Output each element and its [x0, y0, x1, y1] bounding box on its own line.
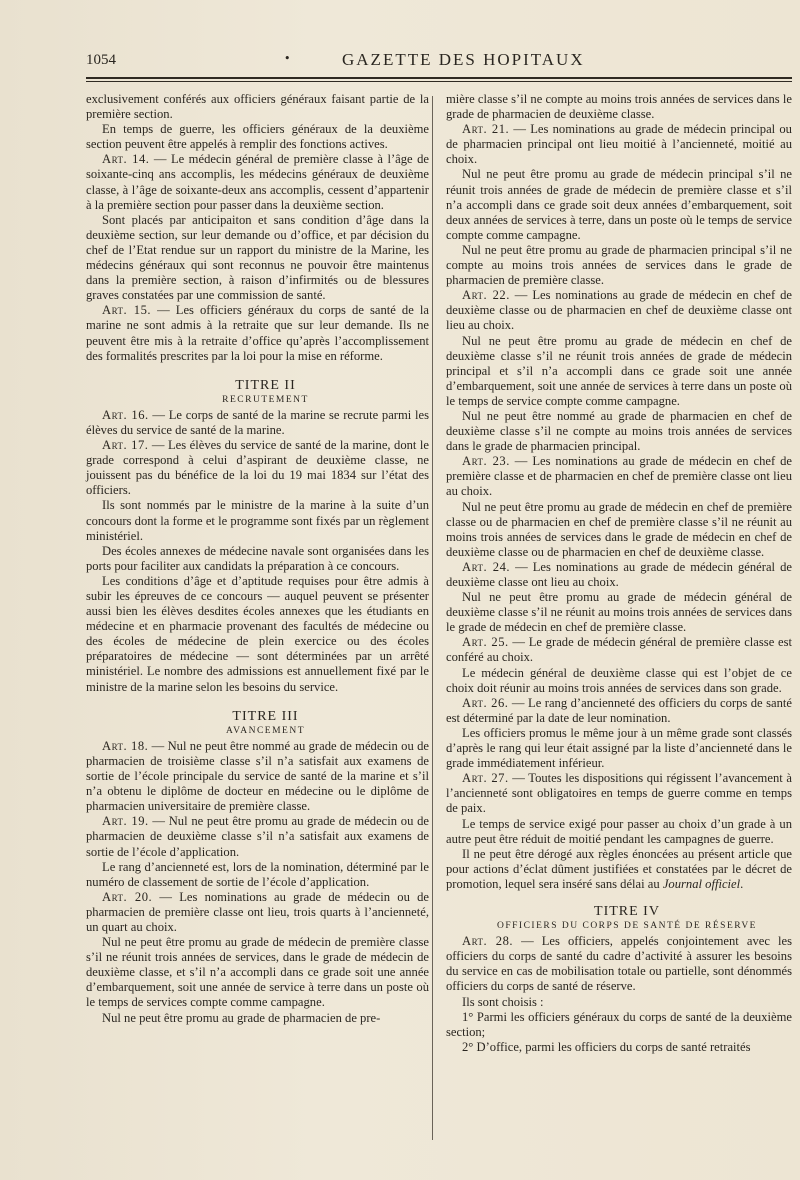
paragraph: 2° D’office, parmi les officiers du corps de santé retraités [462, 1039, 751, 1054]
header-rule-thin [86, 81, 792, 82]
article-text: — Les nominations au grade de médecin principal ou de pharmacien principal ont lieu moitié à l’ancienneté, moitié au choix. [446, 122, 792, 167]
paragraph: Sont placés par anticipaiton et sans condition d’âge dans la deuxième section, sur leur demande ou d’office, et par décision du chef de l’Etat rendue sur un rapport du ministre de la Marine, les médecins généraux qui sont reconnus ne pouvoir être maintenus dans la première section, à raison d’infirmités ou de blessures graves constatées par une commission de santé. [86, 212, 429, 303]
article-text: — Les nominations au grade de médecin ou de pharmacien de première classe ont lieu, trois quarts à l’ancienneté, un quart au choix. [86, 889, 429, 934]
article-label: Art. 26. [462, 695, 509, 710]
article-28 [446, 934, 792, 994]
paragraph [446, 847, 792, 892]
article-text: — Nul ne peut être nommé au grade de médecin ou de pharmacien de troisième classe s’il n’a satisfait aux examens de sortie de l’école principale du service de santé de la marine et s’il n’a obtenu le diplôme de docteur en médecine ou le diplôme de pharmacien universitaire de première classe. [86, 738, 429, 814]
paragraph: Nul ne peut être nommé au grade de pharmacien en chef de deuxième classe s’il ne compte au moins trois années de services dans le grade de pharmacien principal. [446, 408, 792, 454]
running-title: GAZETTE DES HOPITAUX [342, 50, 585, 69]
article-15 [86, 303, 429, 363]
section-heading-titre-2: TITRE II [235, 377, 296, 393]
paragraph: Nul ne peut être promu au grade de médecin de première classe s’il ne réunit trois années de services, dans le grade de médecin de deuxième classe, et s’il n’a accompli dans ce grade soit une année d’embarquement, soit une année de service à terre dans un poste où le temps de services compte comme campagne. [86, 935, 429, 1010]
paragraph-end: . [740, 876, 744, 891]
article-26 [446, 696, 792, 726]
article-16 [86, 408, 429, 438]
article-label: Art. 15. [102, 303, 152, 318]
article-label: Art. 14. [102, 152, 150, 167]
section-heading-titre-3: TITRE III [232, 708, 299, 724]
paragraph: Nul ne peut être promu au grade de pharmacien principal s’il ne compte au moins trois années de services dans le grade de pharmacien de première classe. [446, 242, 792, 288]
page-number: 1054 [86, 52, 116, 68]
article-text: — Le corps de santé de la marine se recrute parmi les élèves du service de santé de la marine. [86, 407, 429, 437]
article-text: — Les nominations au grade de médecin en chef de première classe et de pharmacien en chef de première classe ont lieu au choix. [446, 454, 792, 499]
article-label: Art. 19. [102, 814, 149, 829]
spacer [86, 364, 429, 378]
paragraph: Ils sont nommés par le ministre de la marine à la suite d’un concours dont la forme et le programme sont fixés par un règlement ministériel. [86, 498, 429, 543]
article-text: — Les nominations au grade de médecin général de deuxième classe ont lieu au choix. [446, 559, 792, 589]
paragraph: Le rang d’ancienneté est, lors de la nomination, déterminé par le numéro de classement de sortie de l’école d’application. [86, 859, 429, 889]
paragraph: Nul ne peut être promu au grade de médecin général de deuxième classe s’il ne réunit au moins trois années de services dans le grade de médecin en chef de première classe. [446, 590, 792, 635]
article-text: — Les nominations au grade de médecin en chef de deuxième classe ou de pharmacien en chef de deuxième classe ont lieu au choix. [446, 288, 792, 333]
article-label: Art. 28. [462, 934, 514, 949]
article-text: — Le médecin général de première classe à l’âge de soixante-cinq ans accomplis, les médecins généraux de deuxième classe, à l’âge de soixante-deux ans accomplis, cessent d’appartenir à la première section pour passer dans la deuxième section. [86, 152, 429, 212]
spacer [446, 892, 792, 904]
article-text: — Le rang d’ancienneté des officiers du corps de santé est déterminé par la date de leur nomination. [446, 695, 792, 725]
article-17 [86, 438, 429, 498]
paragraph: mière classe s’il ne compte au moins trois années de services dans le grade de pharmacien de deuxième classe. [446, 92, 792, 122]
article-27 [446, 771, 792, 816]
article-text: — Les officiers, appelés conjointement avec les officiers du corps de santé du cadre d’activité à assurer les besoins du service en cas de mobilisation totale ou partielle, sont dénommés officiers du corps de santé de réserve. [446, 934, 792, 994]
paragraph-text: Il ne peut être dérogé aux règles énoncées au présent article que pour actions d’éclat dûment justifiées et constatées par le décret de promotion, lequel sera inséré sans délai au [446, 846, 792, 891]
article-22 [446, 288, 792, 333]
paragraph: Des écoles annexes de médecine navale sont organisées dans les ports pour faciliter aux candidats la préparation à ce concours. [86, 543, 429, 573]
article-label: Art. 27. [462, 771, 509, 786]
article-label: Art. 17. [102, 438, 149, 453]
header-rule-thick [86, 77, 792, 79]
article-label: Art. 18. [102, 738, 149, 753]
page-header [86, 50, 792, 74]
left-column [86, 92, 429, 1026]
paragraph: 1° Parmi les officiers généraux du corps de santé de la deuxième section; [446, 1009, 792, 1039]
article-25 [446, 635, 792, 665]
header-mark: • [284, 52, 291, 65]
article-24 [446, 560, 792, 590]
article-text: — Toutes les dispositions qui régissent l’avancement à l’ancienneté sont obligatoires en temps de guerre comme en temps de paix. [446, 771, 792, 816]
article-text: — Les élèves du service de santé de la marine, dont le grade correspond à celui d’aspirant de deuxième classe, ne jouissent pas du bénéfice de la loi du 19 mai 1834 sur l’état des officiers. [86, 438, 429, 498]
article-23 [446, 454, 792, 499]
section-subheading-reserve: OFFICIERS DU CORPS DE SANTÉ DE RÉSERVE [497, 921, 757, 932]
paragraph: Nul ne peut être promu au grade de médecin principal s’il ne réunit trois années de grade de médecin de première classe et s’il n’a accompli dans ce grade soit deux années d’embarquement, soit deux années de services à terre, dans un poste où le temps de service compte comme campagne. [446, 167, 792, 242]
paragraph: Les officiers promus le même jour à un même grade sont classés d’après le rang qui leur était assigné par la liste d’ancienneté dans le grade immédiatement inférieur. [446, 725, 792, 771]
column-divider [432, 96, 433, 1140]
article-label: Art. 21. [462, 122, 510, 137]
right-column [446, 92, 792, 1055]
paragraph: Le temps de service exigé pour passer au choix d’un grade à un autre peut être réduit de moitié pendant les campagnes de guerre. [446, 816, 792, 846]
section-heading-titre-4: TITRE IV [594, 903, 660, 919]
paragraph: En temps de guerre, les officiers généraux de la deuxième section peuvent être appelés à remplir des fonctions actives. [86, 122, 429, 152]
paragraph: Nul ne peut être promu au grade de médecin en chef de deuxième classe s’il ne réunit trois années de grade de médecin principal et s’il n’a accompli dans ce grade soit une année d’embarquement, soit une année de services à terre dans un poste où le temps de service compte comme campagne. [446, 333, 792, 408]
section-subheading-avancement: AVANCEMENT [225, 725, 306, 736]
article-text: — Les officiers généraux du corps de santé de la marine ne sont admis à la retraite que sur leur demande. Ils ne peuvent être mis à la retraite d’office qu’après l’accomplissement des formalités prescrites par la loi pour la mise en réforme. [86, 303, 429, 363]
paragraph: Ils sont choisis : [462, 994, 544, 1009]
article-text: — Le grade de médecin général de première classe est conféré au choix. [446, 635, 792, 665]
paragraph: Nul ne peut être promu au grade de médecin en chef de première classe ou de pharmacien en chef de première classe s’il ne réunit au moins trois années de services dans le grade de médecin en chef de deuxième classe ou de pharmacien en chef de deuxième classe. [446, 499, 792, 559]
article-label: Art. 24. [462, 559, 511, 574]
article-label: Art. 25. [462, 635, 509, 650]
paragraph: exclusivement conférés aux officiers généraux faisant partie de la première section. [86, 92, 429, 122]
paragraph: Les conditions d’âge et d’aptitude requises pour être admis à subir les épreuves de ce concours — auquel peuvent se présenter aussi bien les élèves desdites écoles annexes que les étudiants en médecine et en pharmacie provenant des facultés de médecine ou des écoles de médecine de plein exercice ou des écoles préparatoires de médecine — sont déterminées par un arrêté ministériel. Le nombre des admissions est annuellement fixé par le ministre de la marine selon les besoins du service. [86, 573, 429, 694]
article-21 [446, 122, 792, 167]
article-20 [86, 890, 429, 935]
article-18 [86, 739, 429, 814]
article-label: Art. 23. [462, 454, 510, 469]
article-19 [86, 814, 429, 859]
article-label: Art. 16. [102, 407, 149, 422]
journal-title: Journal officiel [662, 876, 741, 891]
spacer [86, 695, 429, 709]
paragraph: Le médecin général de deuxième classe qui est l’objet de ce choix doit réunir au moins trois années de services dans son grade. [446, 665, 792, 695]
article-14 [86, 152, 429, 212]
section-subheading-recrutement: RECRUTEMENT [222, 394, 309, 405]
article-label: Art. 20. [102, 889, 153, 904]
article-text: — Nul ne peut être promu au grade de médecin ou de pharmacien de deuxième classe s’il n’a satisfait aux examens de sortie de l’école d’application. [86, 814, 429, 859]
paragraph: Nul ne peut être promu au grade de pharmacien de pre- [102, 1010, 381, 1025]
article-label: Art. 22. [462, 288, 510, 303]
